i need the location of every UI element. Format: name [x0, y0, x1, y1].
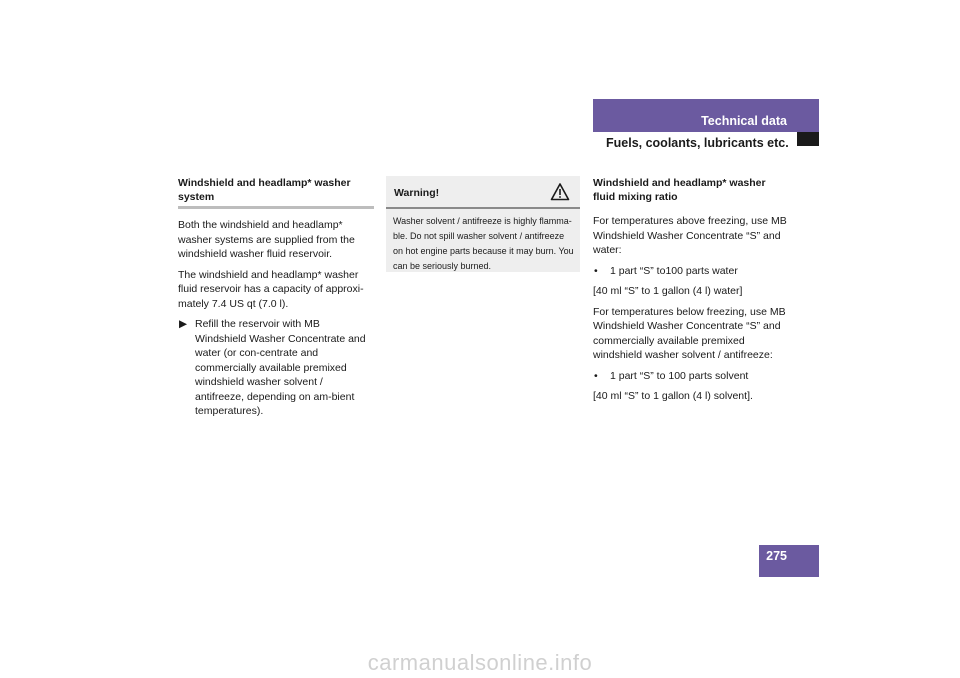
left-column: [178, 176, 374, 425]
list-item: [593, 264, 789, 279]
mix-ratio-solvent: 1 part “S” to 100 parts solvent: [610, 369, 749, 382]
right-column: [593, 176, 789, 410]
above-freezing-paragraph: For temperatures above freezing, use MB Windshield Washer Concentrate “S” and water:: [593, 215, 787, 256]
list-item: [593, 369, 789, 384]
refill-instruction: [178, 317, 374, 419]
page-number: 275: [766, 549, 787, 563]
washer-system-heading: Windshield and headlamp* washer system: [178, 176, 374, 209]
warning-triangle-icon: [550, 182, 570, 202]
water-quantity-note: [40 ml “S” to 1 gallon (4 l) water]: [593, 285, 743, 297]
warning-header: [386, 176, 580, 209]
warning-text: Washer solvent / antifreeze is highly flamma-ble. Do not spill washer solvent / antifreeze on hot engine parts because it may burn. You can be seriously burned.: [393, 216, 574, 271]
watermark: carmanualsonline.info: [367, 650, 593, 675]
warning-title: Warning!: [394, 187, 440, 199]
mixing-ratio-heading: Windshield and headlamp* washer fluid mixing ratio: [593, 177, 766, 203]
bullet-icon: •: [594, 264, 598, 277]
instruction-arrow-icon: ▶: [179, 318, 188, 330]
section-title: Technical data: [701, 114, 787, 128]
solvent-quantity-note: [40 ml “S” to 1 gallon (4 l) solvent].: [593, 390, 753, 402]
page-number-box: [759, 545, 819, 577]
header-band: [593, 99, 819, 132]
below-freezing-paragraph: For temperatures below freezing, use MB Windshield Washer Concentrate “S” and commercially available premixed windshield washer solvent / antifreeze:: [593, 305, 786, 361]
reservoir-capacity-paragraph: The windshield and headlamp* washer fluid reservoir has a capacity of approxi-mately 7.4 US qt (7.0 l).: [178, 268, 364, 310]
refill-instruction-text: Refill the reservoir with MB Windshield Washer Concentrate and water (or con-centrate and commercially available premixed windshield washer solvent / antifreeze, depending on am-bient temperatures).: [195, 318, 366, 417]
header-tab-marker: [797, 132, 819, 146]
bullet-icon: •: [594, 369, 598, 382]
reservoir-supply-paragraph: Both the windshield and headlamp* washer systems are supplied from the windshield washer fluid reservoir.: [178, 219, 355, 260]
warning-box: [386, 176, 580, 272]
mix-ratio-water: 1 part “S” to100 parts water: [610, 264, 738, 277]
section-subtitle: Fuels, coolants, lubricants etc.: [606, 136, 789, 150]
